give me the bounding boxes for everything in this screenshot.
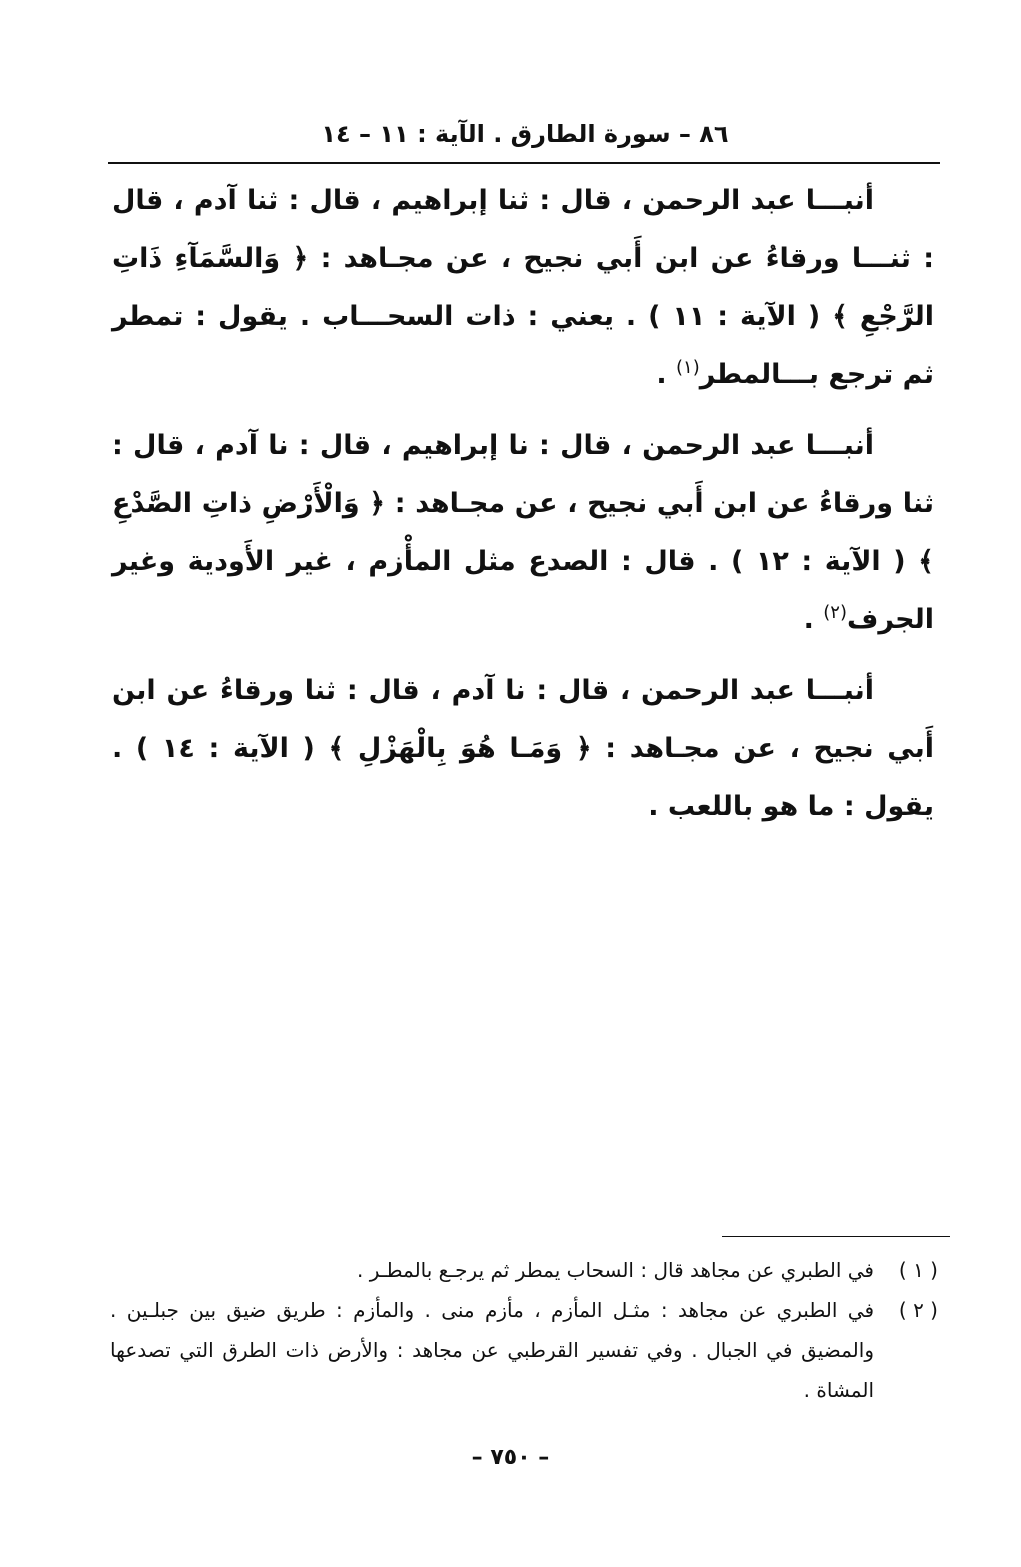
footnote-rule (722, 1236, 950, 1237)
footnote-2-number: ( ٢ ) (898, 1298, 938, 1322)
footnote-1-number: ( ١ ) (898, 1258, 938, 1282)
paragraph-3 (112, 662, 934, 836)
paragraph-1-text: أنبـــا عبد الرحمن ، قال : ثنا إبراهيم ، قال : ثنا آدم ، قال : ثنـــا ورقاءُ عن ابن أَبي نجيح ، عن مجـاهد : ﴿ وَالسَّمَآءِ ذَاتِ الرَّجْعِ ﴾ ( الآية : ١١ ) . يعني : ذات السحـــاب . يقول : تمطر ثم ترجع بـــالمطر (112, 185, 934, 390)
main-text (112, 172, 934, 849)
footnote-2-text: في الطبري عن مجاهد : مثـل المأزم ، مأزم منى . والمأزم : طريق ضيق بين جبلـين . والمضيق في الجبال . وفي تفسير القرطبي عن مجاهد : والأرض ذات الطرق التي تصدعها المشاة . (110, 1298, 874, 1402)
footnote-2 (110, 1290, 938, 1410)
running-header-title: ٨٦ – سورة الطارق . الآية : ١١ – ١٤ (321, 120, 729, 148)
paragraph-1 (112, 172, 934, 404)
page-number: – ٧٥٠ – (471, 1445, 550, 1470)
footnote-ref-2: (٢) (823, 602, 847, 623)
paragraph-2-end: . (803, 604, 824, 635)
footnote-1 (110, 1250, 938, 1290)
header-rule (108, 162, 940, 164)
paragraph-1-end: . (656, 359, 677, 390)
footnote-1-text: في الطبري عن مجاهد قال : السحاب يمطر ثم يرجـع بالمطـر . (356, 1258, 874, 1282)
paragraph-2-text: أنبـــا عبد الرحمن ، قال : نا إبراهيم ، قال : نا آدم ، قال : ثنا ورقاءُ عن ابن أَبي نجيح ، عن مجـاهد : ﴿ وَالْأَرْضِ ذاتِ الصَّدْعِ ﴾ ( الآية : ١٢ ) . قال : الصدع مثل المأْزم ، غير الأَودية وغير الجرف (112, 430, 934, 635)
paragraph-3-text: أنبـــا عبد الرحمن ، قال : نا آدم ، قال : ثنا ورقاءُ عن ابن أَبي نجيح ، عن مجـاهد : ﴿ وَمَـا هُوَ بِالْهَزْلِ ﴾ ( الآية : ١٤ ) . يقول : ما هو باللعب . (112, 675, 934, 822)
footnote-ref-1: (١) (676, 357, 700, 378)
paragraph-2 (112, 417, 934, 649)
footnotes (110, 1250, 938, 1410)
